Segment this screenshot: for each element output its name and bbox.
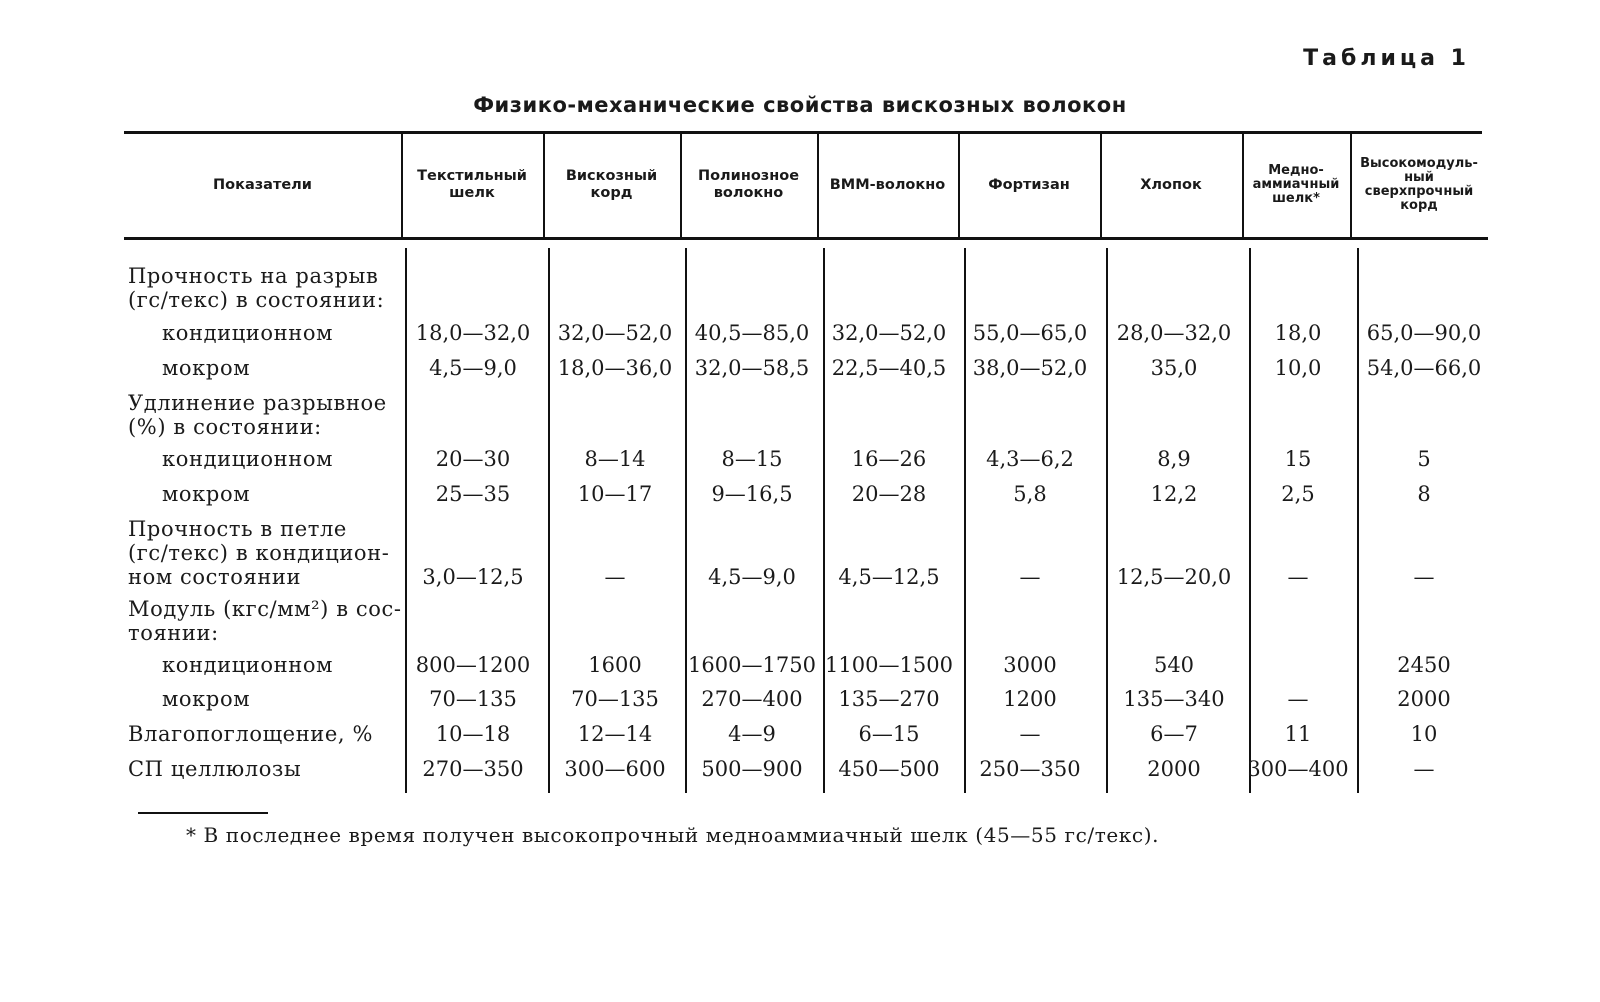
- row-label: кондиционном: [162, 321, 334, 345]
- table-cell: 4,5—9,0: [429, 356, 517, 380]
- row-label: тоянии:: [128, 621, 219, 645]
- table-cell: 70—135: [429, 687, 517, 711]
- table-cell: 18,0: [1274, 321, 1322, 345]
- table-cell: 10: [1410, 722, 1438, 746]
- table-cell: 2,5: [1281, 482, 1315, 506]
- header-column-6: Хлопок: [1140, 176, 1202, 193]
- row-label: кондиционном: [162, 653, 334, 677]
- table-cell: 8—15: [721, 447, 783, 471]
- table-cell: —: [1287, 687, 1309, 711]
- row-label: Влагопоглощение, %: [128, 722, 374, 746]
- table-cell: 32,0—52,0: [831, 321, 947, 345]
- table-cell: 25—35: [435, 482, 511, 506]
- table-cell: 9—16,5: [711, 482, 793, 506]
- row-label: мокром: [162, 482, 251, 506]
- header-column-1: Текстильный шелк: [417, 168, 527, 201]
- table-cell: 6—7: [1150, 722, 1198, 746]
- table-cell: 15: [1284, 447, 1312, 471]
- table-cell: 450—500: [838, 757, 940, 781]
- table-cell: 6—15: [858, 722, 920, 746]
- header-column-7: Медно- аммиачный шелк*: [1252, 163, 1340, 206]
- table-cell: 300—400: [1247, 757, 1349, 781]
- header-column-4: ВММ-волокно: [829, 176, 946, 193]
- table-cell: 2000: [1147, 757, 1201, 781]
- row-label: мокром: [162, 687, 251, 711]
- table-cell: 12,5—20,0: [1116, 565, 1232, 589]
- header-column-3: Полинозное волокно: [697, 168, 800, 201]
- table-cell: 3000: [1003, 653, 1057, 677]
- header-column-2: Вискозный корд: [565, 168, 658, 201]
- row-label: СП целлюлозы: [128, 757, 302, 781]
- table-cell: 32,0—52,0: [557, 321, 673, 345]
- row-label: (%) в состоянии:: [128, 415, 322, 439]
- table-cell: 12,2: [1150, 482, 1198, 506]
- table-number: Таблица 1: [1303, 46, 1470, 71]
- table-cell: 40,5—85,0: [694, 321, 810, 345]
- table-cell: 540: [1153, 653, 1195, 677]
- table-cell: 4,5—12,5: [838, 565, 940, 589]
- row-label: Модуль (кгс/мм²) в сос-: [128, 597, 402, 621]
- table-cell: 28,0—32,0: [1116, 321, 1232, 345]
- header-column-8: Высокомодуль- ный сверхпрочный корд: [1360, 156, 1478, 213]
- table-cell: 35,0: [1150, 356, 1198, 380]
- table-cell: 32,0—58,5: [694, 356, 810, 380]
- table-cell: 10—17: [577, 482, 653, 506]
- row-label: кондиционном: [162, 447, 334, 471]
- header-indicators: Показатели: [213, 176, 312, 193]
- row-label: Удлинение разрывное: [128, 391, 387, 415]
- table-cell: —: [1019, 565, 1041, 589]
- table-cell: 250—350: [979, 757, 1081, 781]
- table-cell: 5: [1417, 447, 1431, 471]
- table-cell: 1200: [1003, 687, 1057, 711]
- table-cell: 18,0—36,0: [557, 356, 673, 380]
- table-cell: 16—26: [851, 447, 927, 471]
- footnote-rule: [138, 812, 268, 814]
- table-cell: 1600: [588, 653, 642, 677]
- row-label: Прочность в петле: [128, 517, 347, 541]
- table-cell: 2000: [1397, 687, 1451, 711]
- table-cell: 22,5—40,5: [831, 356, 947, 380]
- footnote: * В последнее время получен высокопрочный медноаммиачный шелк (45—55 гс/текс).: [186, 823, 1160, 847]
- table-cell: 135—270: [838, 687, 940, 711]
- table-cell: 4,3—6,2: [986, 447, 1074, 471]
- header-column-5: Фортизан: [988, 176, 1070, 193]
- table-cell: —: [1019, 722, 1041, 746]
- table-cell: 38,0—52,0: [972, 356, 1088, 380]
- table-cell: 3,0—12,5: [422, 565, 524, 589]
- table-cell: 70—135: [571, 687, 659, 711]
- row-label: мокром: [162, 356, 251, 380]
- table-cell: 8: [1417, 482, 1431, 506]
- table-cell: 135—340: [1123, 687, 1225, 711]
- table-cell: 8—14: [584, 447, 646, 471]
- table-cell: 500—900: [701, 757, 803, 781]
- row-label: (гс/текс) в кондицион-: [128, 541, 390, 565]
- table-cell: 1600—1750: [688, 653, 816, 677]
- table-cell: 4—9: [728, 722, 776, 746]
- row-label: (гс/текс) в состоянии:: [128, 288, 385, 312]
- table-cell: 300—600: [564, 757, 666, 781]
- table-cell: —: [604, 565, 626, 589]
- table-cell: 55,0—65,0: [972, 321, 1088, 345]
- table-cell: 270—400: [701, 687, 803, 711]
- table-cell: 10—18: [435, 722, 511, 746]
- row-label: Прочность на разрыв: [128, 264, 379, 288]
- table-cell: —: [1413, 565, 1435, 589]
- table-cell: —: [1287, 565, 1309, 589]
- table-cell: 65,0—90,0: [1366, 321, 1482, 345]
- table-cell: 11: [1284, 722, 1312, 746]
- table-cell: 2450: [1397, 653, 1451, 677]
- table-cell: 18,0—32,0: [415, 321, 531, 345]
- table-cell: 1100—1500: [825, 653, 953, 677]
- table-cell: 4,5—9,0: [708, 565, 796, 589]
- table-cell: 20—28: [851, 482, 927, 506]
- table-cell: 8,9: [1157, 447, 1191, 471]
- table-cell: 800—1200: [415, 653, 531, 677]
- table-cell: 20—30: [435, 447, 511, 471]
- table-cell: 5,8: [1013, 482, 1047, 506]
- header-bottom-rule: [124, 237, 1488, 240]
- table-title: Физико-механические свойства вискозных волокон: [473, 93, 1127, 117]
- table-cell: 54,0—66,0: [1366, 356, 1482, 380]
- table-cell: 12—14: [577, 722, 653, 746]
- table-cell: —: [1413, 757, 1435, 781]
- table-cell: 10,0: [1274, 356, 1322, 380]
- row-label: ном состоянии: [128, 565, 302, 589]
- table-cell: 270—350: [422, 757, 524, 781]
